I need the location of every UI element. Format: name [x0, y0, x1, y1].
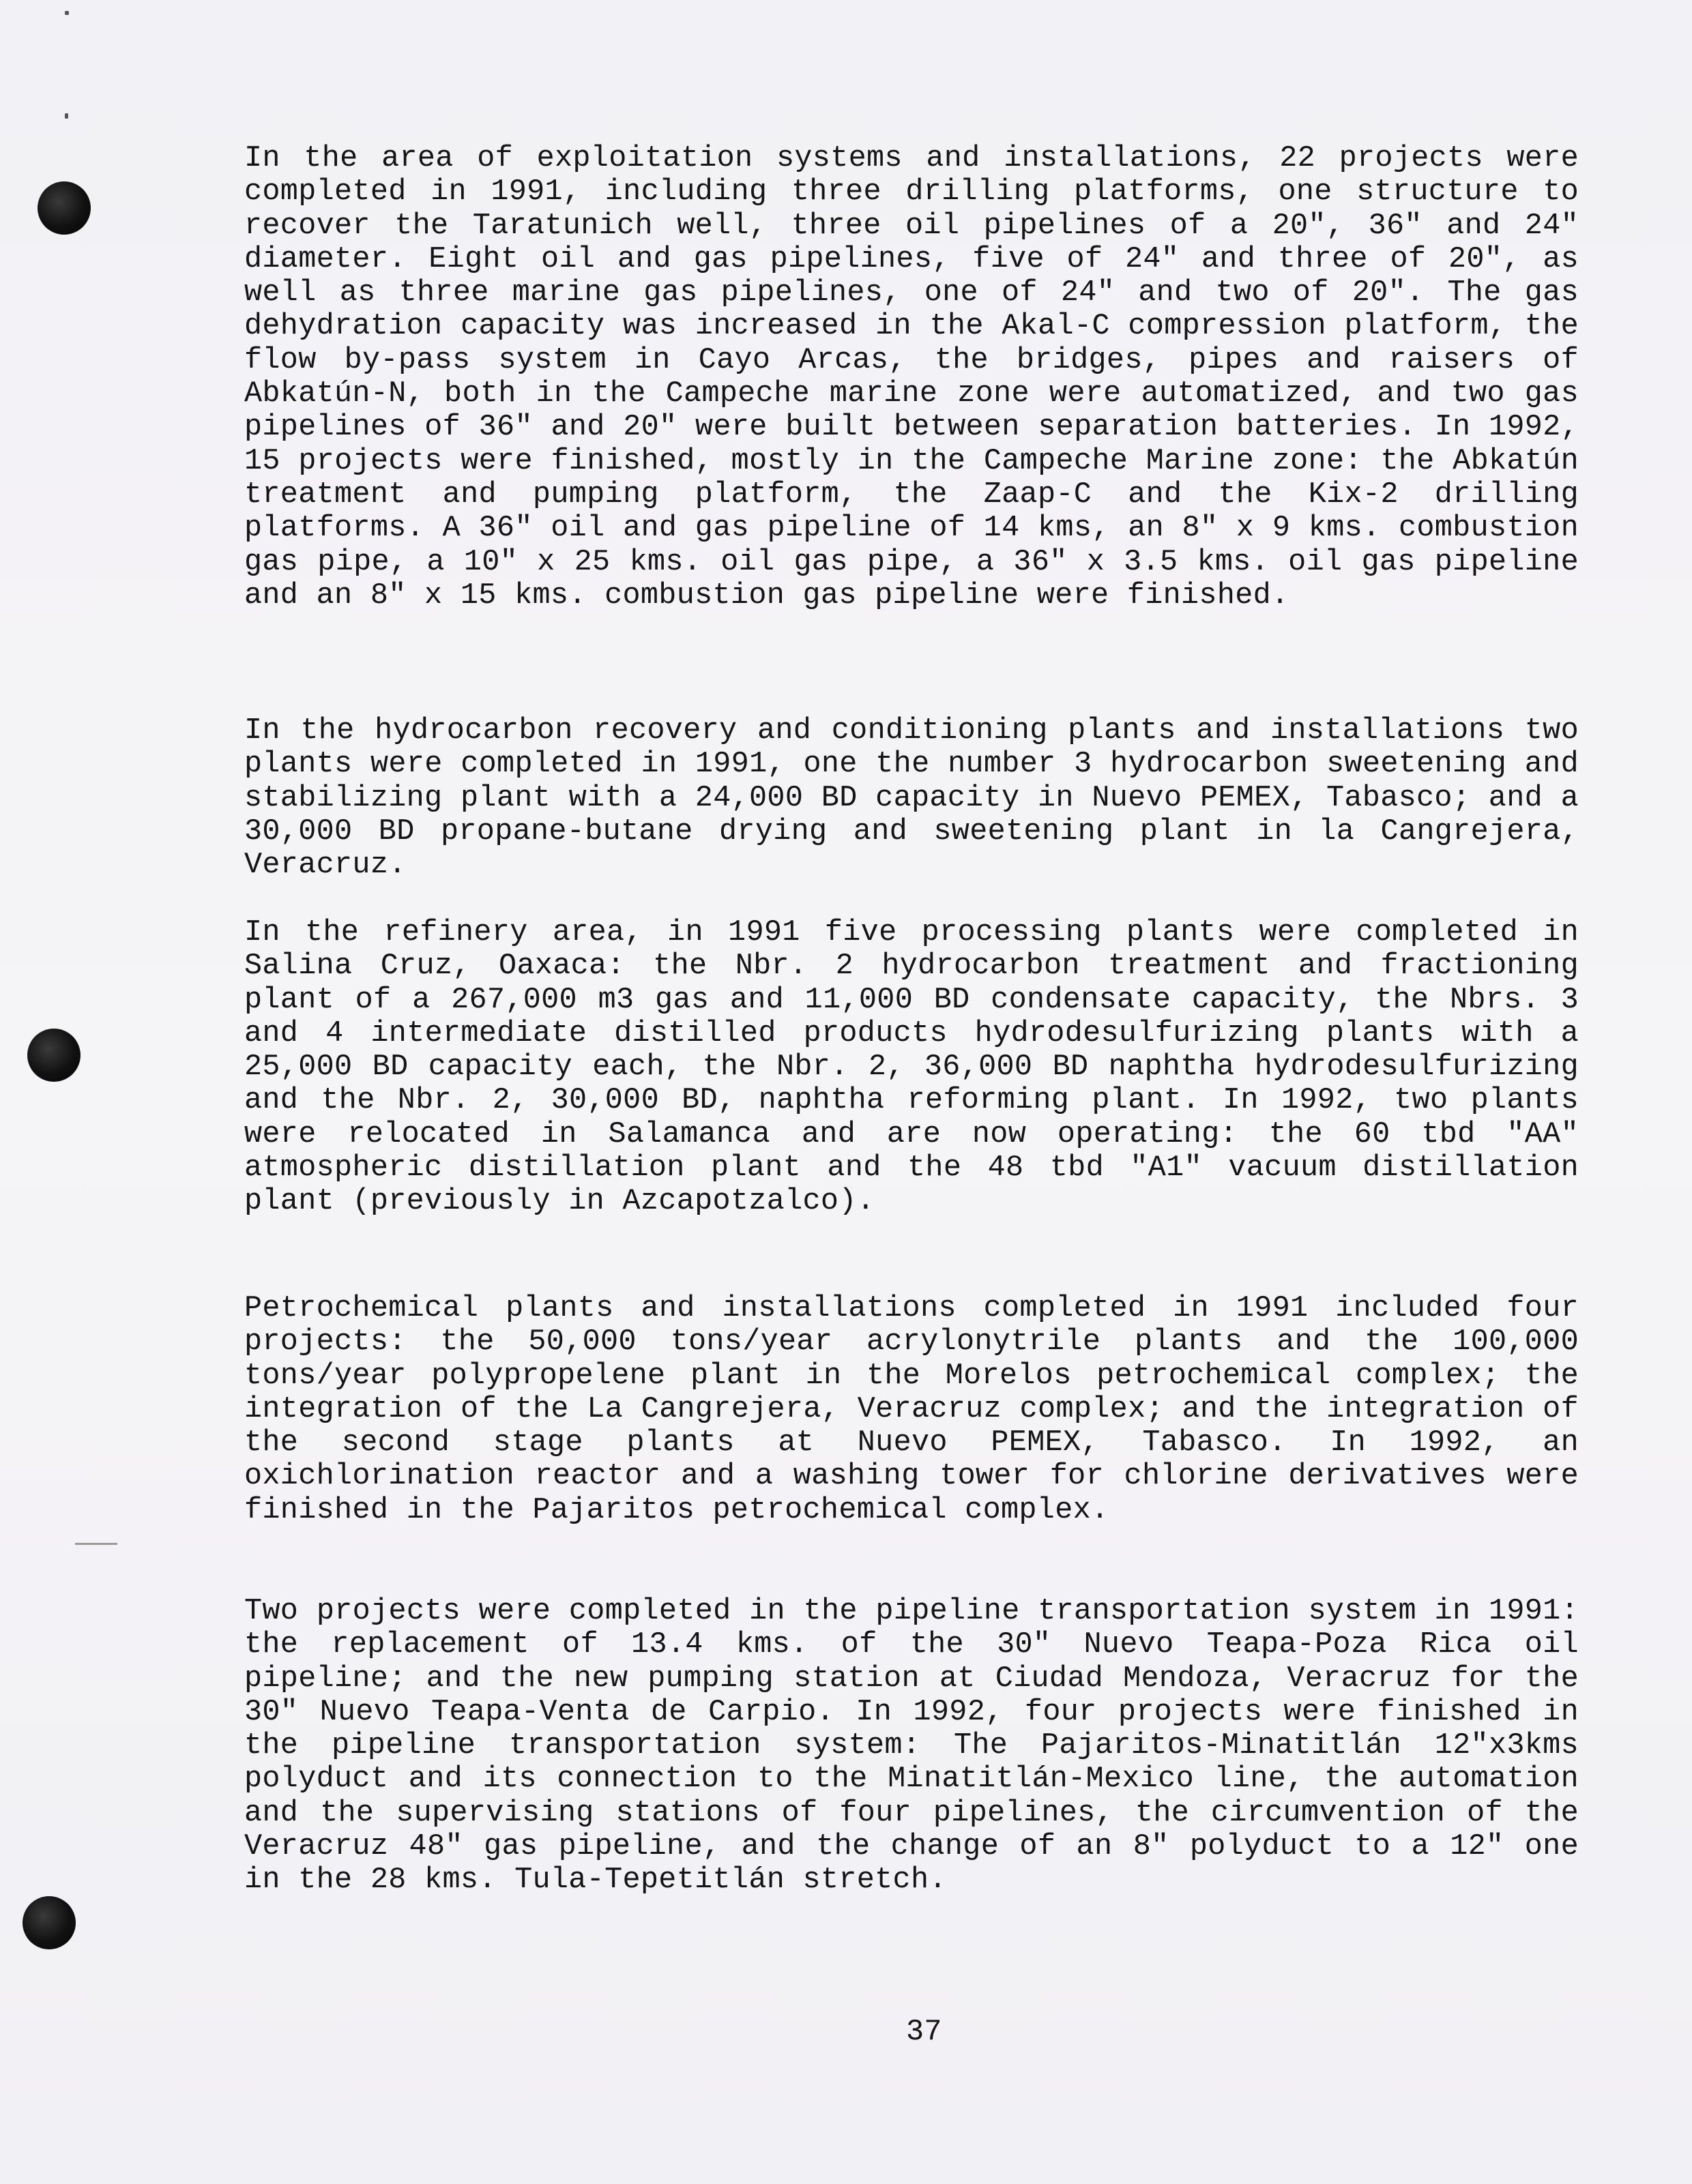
- paragraph-petrochemical-plants: Petrochemical plants and installations completed in 1991 included four projects: the 50,000 tons/year acrylonytrile plants and the 100,000 tons/year polypropelene plant in the Morelos petrochemical complex; the integration of the La Cangrejera, Veracruz complex; and the integration of the second stage plants at Nuevo PEMEX, Tabasco. In 1992, an oxichlorination reactor and a washing tower for chlorine derivatives were finished in the Pajaritos petrochemical complex.: [244, 1292, 1579, 1527]
- paragraph-exploitation-systems: In the area of exploitation systems and installations, 22 projects were completed in 1991, including three drilling platforms, one structure to recover the Taratunich well, three oil pipelines of a 20", 36" and 24" diameter. Eight oil and gas pipelines, five of 24" and three of 20", as well as three marine gas pipelines, one of 24" and two of 20". The gas dehydration capacity was increased in the Akal-C compression platform, the flow by-pass system in Cayo Arcas, the bridges, pipes and raisers of Abkatún-N, both in the Campeche marine zone were automatized, and two gas pipelines of 36" and 20" were built between separation batteries. In 1992, 15 projects were finished, mostly in the Campeche Marine zone: the Abkatún treatment and pumping platform, the Zaap-C and the Kix-2 drilling platforms. A 36" oil and gas pipeline of 14 kms, an 8" x 9 kms. combustion gas pipe, a 10" x 25 kms. oil gas pipe, a 36" x 3.5 kms. oil gas pipeline and an 8" x 15 kms. combustion gas pipeline were finished.: [244, 142, 1579, 613]
- paragraph-pipeline-transportation: Two projects were completed in the pipeline transportation system in 1991: the replacement of 13.4 kms. of the 30" Nuevo Teapa-Poza Rica oil pipeline; and the new pumping station at Ciudad Mendoza, Veracruz for the 30" Nuevo Teapa-Venta de Carpio. In 1992, four projects were finished in the pipeline transportation system: The Pajaritos-Minatitlán 12"x3kms polyduct and its connection to the Minatitlán-Mexico line, the automation and the supervising stations of four pipelines, the circumvention of the Veracruz 48" gas pipeline, and the change of an 8" polyduct to a 12" one in the 28 kms. Tula-Tepetitlán stretch.: [244, 1595, 1579, 1898]
- margin-mark: [75, 1543, 117, 1545]
- punch-hole: [38, 181, 91, 235]
- punch-hole: [23, 1896, 76, 1949]
- scan-speck: [65, 11, 69, 15]
- punch-hole: [27, 1029, 81, 1082]
- paragraph-hydrocarbon-recovery: In the hydrocarbon recovery and conditioning plants and installations two plants were completed in 1991, one the number 3 hydrocarbon sweetening and stabilizing plant with a 24,000 BD capacity in Nuevo PEMEX, Tabasco; and a 30,000 BD propane-butane drying and sweetening plant in la Cangrejera, Veracruz.: [244, 714, 1579, 883]
- paragraph-refinery-area: In the refinery area, in 1991 five processing plants were completed in Salina Cruz, Oaxaca: the Nbr. 2 hydrocarbon treatment and fractioning plant of a 267,000 m3 gas and 11,000 BD condensate capacity, the Nbrs. 3 and 4 intermediate distilled products hydrodesulfurizing plants with a 25,000 BD capacity each, the Nbr. 2, 36,000 BD naphtha hydrodesulfurizing and the Nbr. 2, 30,000 BD, naphtha reforming plant. In 1992, two plants were relocated in Salamanca and are now operating: the 60 tbd "AA" atmospheric distillation plant and the 48 tbd "A1" vacuum distillation plant (previously in Azcapotzalco).: [244, 916, 1579, 1219]
- scan-speck: [65, 113, 68, 119]
- page-number: 37: [906, 2016, 942, 2049]
